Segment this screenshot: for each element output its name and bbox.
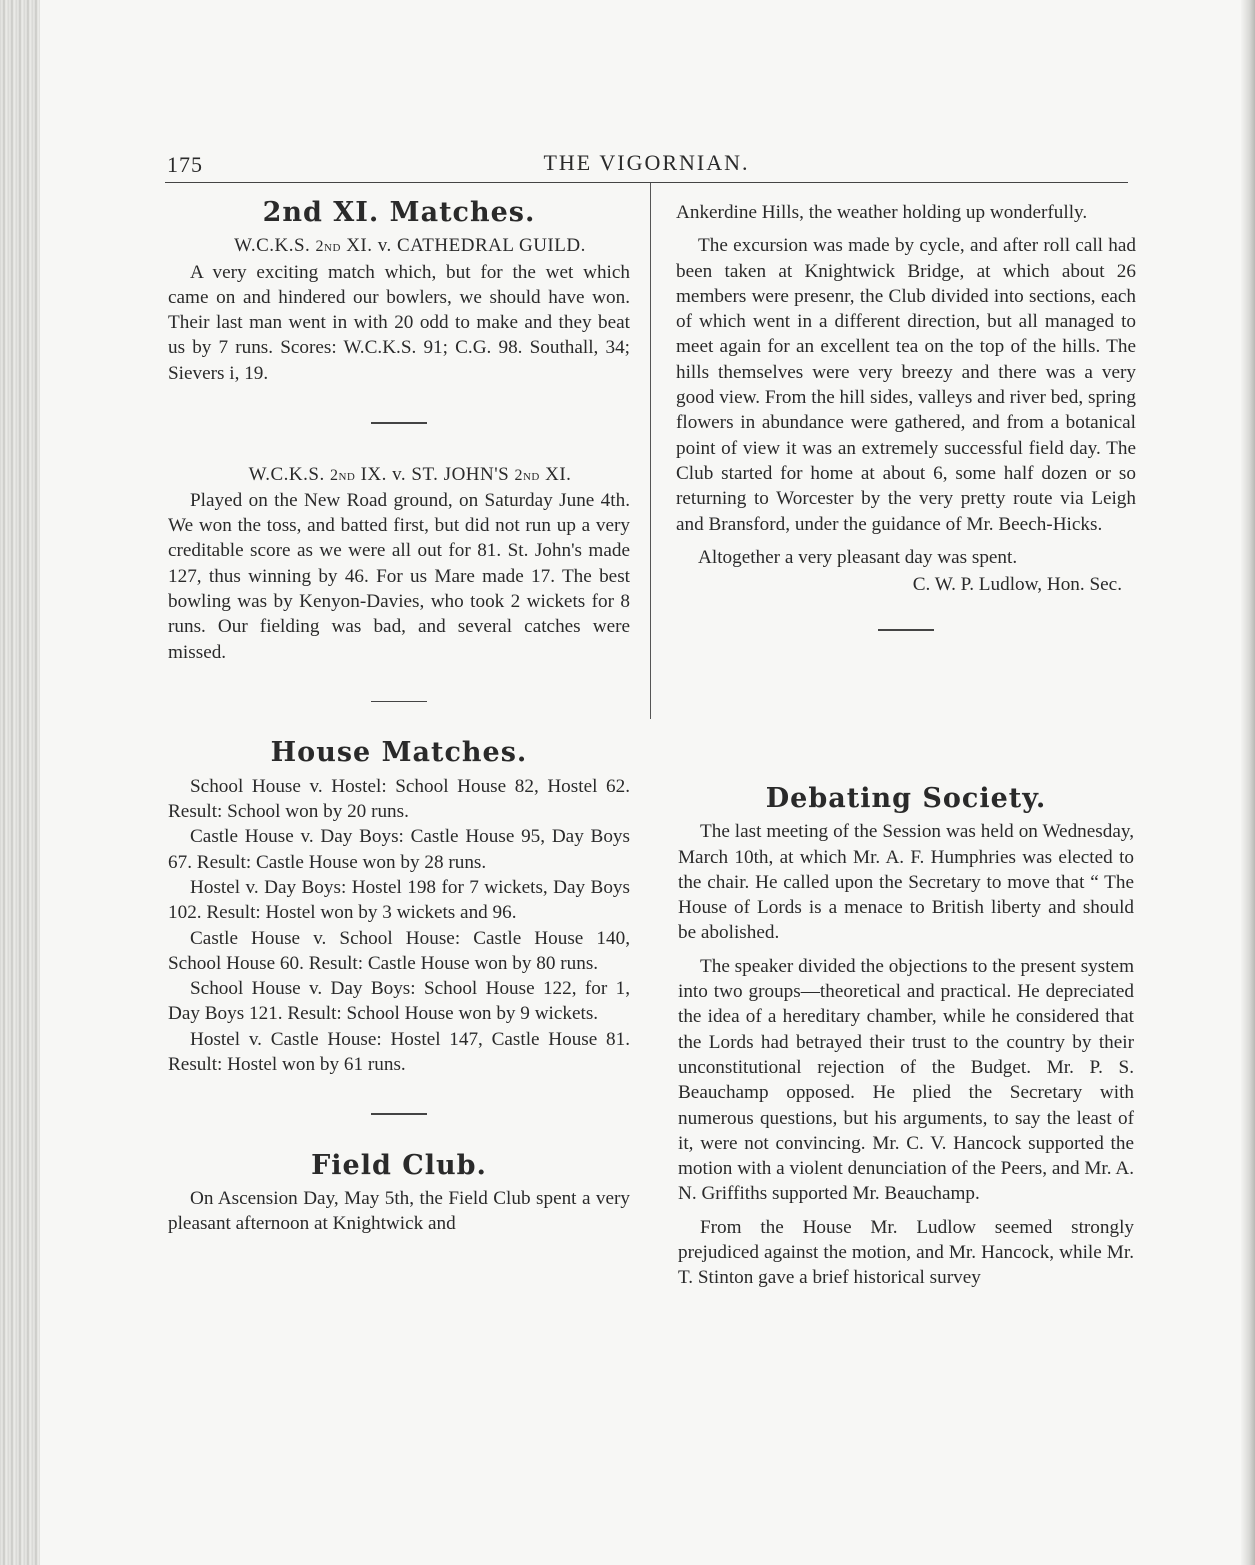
section-rule (371, 1113, 427, 1115)
house-result: School House v. Hostel: School House 82, Hostel 62. Result: School won by 20 runs. (168, 775, 630, 823)
field-club-heading: Field Club. (311, 1149, 487, 1181)
debating-paragraph: The last meeting of the Session was held on Wednesday, March 10th, at which Mr. A. F. Humphries was elected to the chair. He called upon the Secretary to move that “ The House of Lords is a menace to British liberty and should be abolished. (678, 821, 1134, 944)
section-rule (878, 629, 934, 631)
signature-role: Hon. Sec. (1046, 574, 1122, 596)
house-result: Castle House v. School House: Castle House 140, School House 60. Result: Castle House won by 80 runs. (168, 927, 630, 974)
page-binding-edge (0, 0, 40, 1565)
section-rule (371, 422, 427, 424)
match2-title-opponent: IX. v. ST. JOHN'S (360, 463, 510, 485)
page-right-edge (1241, 0, 1255, 1565)
field-club-body: The excursion was made by cycle, and after roll call had been taken at Knightwick Bridge, at which about 26 members were presenr, the Club divided into sections, each of which went in a different direction, but all managed to meet again for an excellent tea on the top of the hills. The hills themselves were very breezy and there was a very good view. From the hill sides, valleys and river bed, spring flowers in abundance were gathered, and from a botanical point of view it was an extremely successful field day. The Club started for home at about 6, some half dozen or so returning to Worcester by the very pretty route via Leigh and Bransford, under the guidance of Mr. Beech-Hicks. (676, 235, 1136, 535)
match1-title (168, 233, 630, 259)
right-column (676, 200, 1136, 631)
match2-title-ordinal-2: 2nd (514, 466, 540, 484)
field-club-intro: On Ascension Day, May 5th, the Field Club spent a very pleasant afternoon at Knightwick and (168, 1188, 630, 1235)
signature-name: C. W. P. Ludlow, (912, 574, 1043, 596)
match2-title-school: W.C.K.S. (248, 463, 325, 485)
house-result: Hostel v. Day Boys: Hostel 198 for 7 wickets, Day Boys 102. Result: Hostel won by 3 wickets and 96. (168, 876, 630, 924)
match2-title-ordinal: 2nd (329, 466, 356, 484)
house-result: Castle House v. Day Boys: Castle House 95, Day Boys 67. Result: Castle House won by 28 runs. (168, 826, 630, 873)
debating-society-heading: Debating Society. (765, 783, 1047, 814)
section-rule (371, 701, 427, 703)
field-club-closing: Altogether a very pleasant day was spent. (698, 546, 1018, 568)
match2-title (168, 462, 630, 488)
running-header (165, 150, 1128, 183)
column-divider (650, 183, 651, 719)
match1-title-ordinal: 2nd (315, 238, 341, 256)
journal-title: THE VIGORNIAN. (543, 150, 750, 175)
match2-title-xi: XI. (545, 463, 572, 485)
field-club-continuation: Ankerdine Hills, the weather holding up wonderfully. (676, 202, 1088, 223)
second-xi-heading: 2nd XI. Matches. (262, 197, 536, 228)
match2-report: Played on the New Road ground, on Saturday June 4th. We won the toss, and batted first, but did not run up a very creditable score as we were all out for 81. St. John's made 127, thus winning by 46. For us Mare made 17. The best bowling was by Kenyon-Davies, who took 2 wickets for 8 runs. Our fielding was bad, and several catches were missed. (168, 489, 630, 663)
field-club-signature (676, 572, 1136, 597)
match1-title-rest: XI. v. CATHEDRAL GUILD. (346, 235, 586, 257)
debating-paragraph: The speaker divided the objections to the present system into two groups—theoretical and practical. He depreciated the idea of a hereditary chamber, while he considered that the Lords had betrayed their trust to the country by their unconstitutional rejection of the Budget. Mr. P. S. Beauchamp opposed. He plied the Secretary with numerous questions, but his arguments, to say the least of it, were not convincing. Mr. C. V. Hancock supported the motion with a violent denunciation of the Peers, and Mr. A. N. Griffiths supported Mr. Beauchamp. (678, 955, 1134, 1205)
debating-paragraph: From the House Mr. Ludlow seemed strongly prejudiced against the motion, and Mr. Hancock, while Mr. T. Stinton gave a brief historical survey (678, 1216, 1134, 1289)
house-result: Hostel v. Castle House: Hostel 147, Castle House 81. Result: Hostel won by 61 runs. (168, 1028, 630, 1076)
page-number: 175 (167, 152, 203, 177)
debating-column (678, 782, 1134, 1291)
match1-report: A very exciting match which, but for the wet which came on and hindered our bowlers, we should have won. Their last man went in with 20 odd to make and they beat us by 7 runs. Scores: W.C.K.S. 91; C.G. 98. Southall, 34; Sievers i, 19. (168, 261, 630, 384)
house-result: School House v. Day Boys: School House 122, for 1, Day Boys 121. Result: School House won by 9 wickets. (168, 978, 630, 1025)
left-column (168, 196, 630, 1237)
match1-title-school: W.C.K.S. (234, 235, 311, 257)
house-matches-heading: House Matches. (270, 737, 528, 769)
